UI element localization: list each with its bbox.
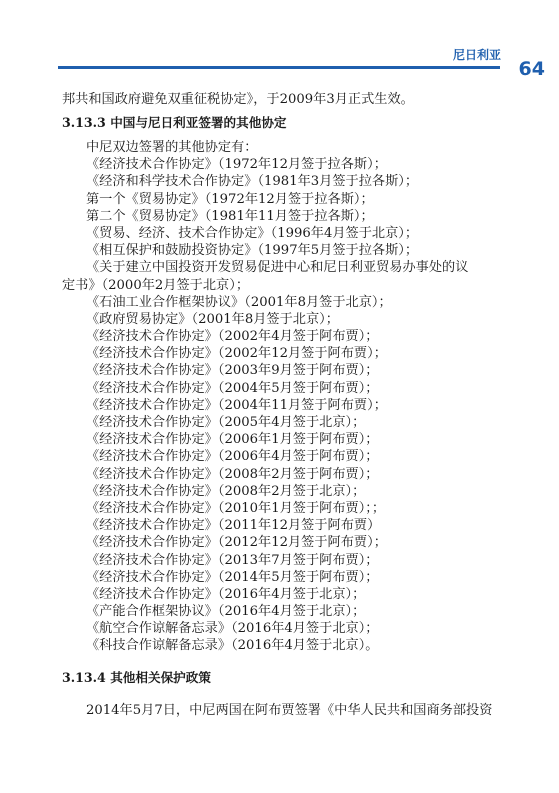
agreement-item: 第二个《贸易协定》（1981年11月签于拉各斯）； [86,208,374,224]
agreement-item: 《相互保护和鼓励投资协定》（1997年5月签于拉各斯）； [86,243,419,259]
agreement-item: 《经济技术合作协定》（2003年9月签于阿布贾）； [86,363,379,379]
agreement-item: 《产能合作框架协议》（2016年4月签于北京）； [86,604,366,620]
agreement-item: 《经济技术合作协定》（2004年5月签于阿布贾）； [86,380,379,396]
agreement-item: 《经济技术合作协定》（2005年4月签于北京）； [86,415,366,430]
agreement-item: 《经济技术合作协定》（2013年7月签于阿布贾）； [86,552,379,568]
agreement-item: 《经济技术合作协定》（2012年12月签于阿布贾）； [86,535,387,551]
agreement-item: 《经济技术合作协定》（2002年12月签于阿布贾）； [86,346,387,362]
header-country: 尼日利亚 [452,48,501,62]
agreement-item: 《经济技术合作协定》（2014年5月签于阿布贾）； [86,569,379,585]
agreement-item: 《经济技术合作协定》（2006年4月签于阿布贾）； [86,449,379,465]
agreement-item: 《航空合作谅解备忘录》（2016年4月签于北京）； [86,621,379,637]
agreement-item: 《石油工业合作框架协议》（2001年8月签于北京）； [86,294,392,310]
intro-line: 邦共和国政府避免双重征税协定》，于2009年3月正式生效。 [62,92,414,107]
agreement-item: 《经济和科学技术合作协定》（1981年3月签于拉各斯）； [86,174,419,190]
agreement-item: 《经济技术合作协定》（1972年12月签于拉各斯）； [86,157,387,173]
agreement-item: 《科技合作谅解备忘录》（2016年4月签于北京）。 [86,638,379,654]
section-heading-3-13-3: 3.13.3 中国与尼日利亚签署的其他协定 [62,115,287,130]
agreement-item: 《经济技术合作协定》（2002年4月签于阿布贾）； [86,329,379,345]
agreement-item: 《政府贸易协定》（2001年8月签于北京）； [86,311,339,327]
agreement-item: 《贸易、经济、技术合作协定》（1996年4月签于北京）； [86,225,419,241]
agreement-item: 《关于建立中国投资开发贸易促进中心和尼日利亚贸易办事处的议 [86,260,469,276]
agreement-list [62,139,502,655]
agreement-item: 定书》（2000年2月签于北京）； [62,277,250,293]
section-heading-3-13-4: 3.13.4 其他相关保护政策 [62,670,211,685]
body-paragraph: 2014年5月7日，中尼两国在阿布贾签署《中华人民共和国商务部投资 [86,703,493,718]
agreement-item: 《经济技术合作协定》（2010年1月签于阿布贾）；； [86,500,386,516]
agreement-item: 《经济技术合作协定》（2008年2月签于北京）； [86,483,366,499]
agreement-item: 《经济技术合作协定》（2004年11月签于阿布贾）； [86,397,387,413]
page-number: 64 [518,58,545,80]
agreement-item: 第一个《贸易协定》（1972年12月签于拉各斯）； [86,191,374,207]
list-lead: 中尼双边签署的其他协定有： [86,140,258,155]
agreement-item: 《经济技术合作协定》（2011年12月签于阿布贾） [86,518,381,534]
agreement-item: 《经济技术合作协定》（2016年4月签于北京）； [86,586,366,602]
agreement-item: 《经济技术合作协定》（2008年2月签于阿布贾）； [86,466,379,482]
agreement-item: 《经济技术合作协定》（2006年1月签于阿布贾）； [86,432,379,448]
header-rule [58,66,500,69]
